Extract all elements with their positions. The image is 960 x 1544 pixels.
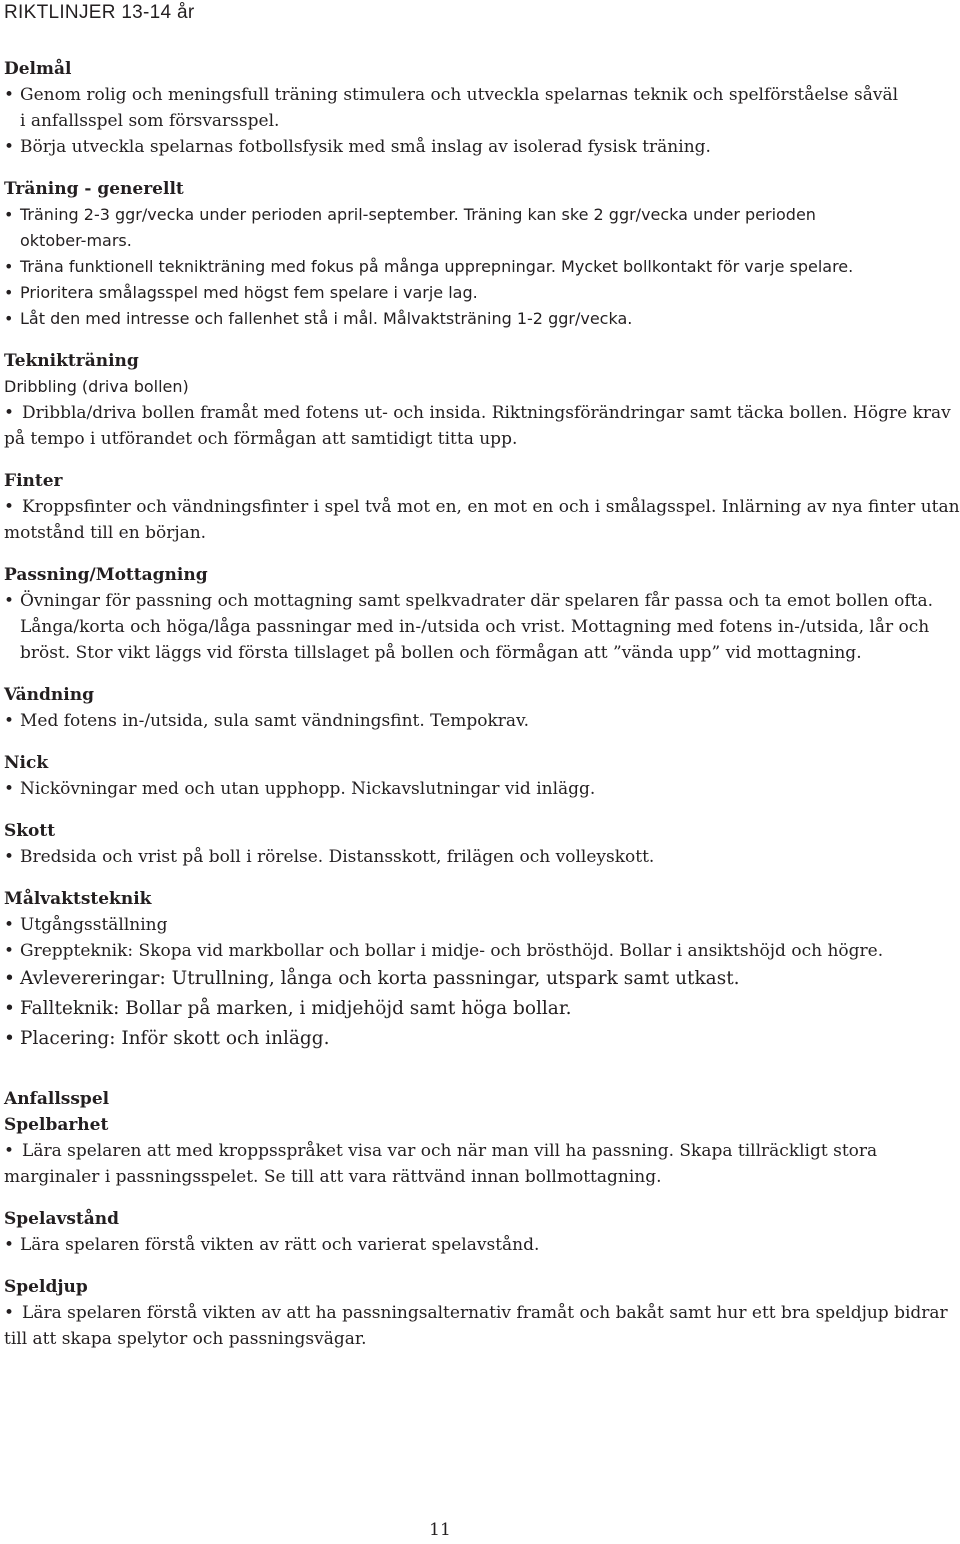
section-malvaktsteknik — [4, 886, 960, 1054]
list-item: • Genom rolig och meningsfull träning stimulera och utveckla spelarnas teknik och spelförståelse såväl i anfallsspel som försvarsspel. — [4, 82, 900, 134]
section-delmal — [4, 56, 960, 160]
section-nick — [4, 750, 960, 802]
spacer — [4, 1070, 960, 1086]
bullet-list — [4, 588, 960, 666]
list-item: • Bredsida och vrist på boll i rörelse. Distansskott, frilägen och volleyskott. — [4, 844, 960, 870]
bullet-list — [4, 1300, 960, 1352]
section-passning — [4, 562, 960, 666]
section-title: Teknikträning — [4, 351, 139, 371]
list-item: • Placering: Inför skott och inlägg. — [4, 1024, 960, 1054]
list-item: • Prioritera smålagsspel med högst fem spelare i varje lag. — [4, 280, 960, 306]
section-title: Skott — [4, 821, 56, 841]
list-item: • Kroppsfinter och vändningsfinter i spel två mot en, en mot en och i smålagsspel. Inlärning av nya finter utan motstånd till en början. — [4, 494, 960, 546]
bullet-list — [4, 776, 960, 802]
bullet-list — [4, 494, 960, 546]
bullet-list — [4, 202, 960, 332]
section-subtitle: Dribbling (driva bollen) — [4, 377, 189, 396]
section-title: Nick — [4, 753, 49, 773]
bullet-list — [4, 1232, 960, 1258]
section-title: Vändning — [4, 685, 94, 705]
list-item: • Lära spelaren förstå vikten av rätt och varierat spelavstånd. — [4, 1232, 960, 1258]
list-item: • Nickövningar med och utan upphopp. Nickavslutningar vid inlägg. — [4, 776, 960, 802]
section-title: Målvaktsteknik — [4, 889, 152, 909]
list-item: • Låt den med intresse och fallenhet stå i mål. Målvaktsträning 1-2 ggr/vecka. — [4, 306, 960, 332]
list-item: • Greppteknik: Skopa vid markbollar och bollar i midje- och brösthöjd. Bollar i ansiktshöjd och högre. — [4, 938, 960, 964]
list-item: • Med fotens in-/utsida, sula samt vändningsfint. Tempokrav. — [4, 708, 960, 734]
section-anfallsspel — [4, 1086, 960, 1190]
section-speldjup — [4, 1274, 960, 1352]
section-teknik — [4, 348, 960, 452]
section-title: Speldjup — [4, 1277, 88, 1297]
document-body — [4, 56, 960, 1368]
list-item: • Träna funktionell teknikträning med fokus på många upprepningar. Mycket bollkontakt för varje spelare. — [4, 254, 960, 280]
list-item: • Dribbla/driva bollen framåt med fotens ut- och insida. Riktningsförändringar samt täcka bollen. Högre krav på tempo i utförandet och förmågan att samtidigt titta upp. — [4, 400, 960, 452]
section-subtitle: Spelbarhet — [4, 1115, 109, 1135]
list-item: • Lära spelaren förstå vikten av att ha passningsalternativ framåt och bakåt samt hur ett bra speldjup bidrar till att skapa spelytor och passningsvägar. — [4, 1300, 960, 1352]
section-title: Anfallsspel — [4, 1089, 110, 1109]
section-skott — [4, 818, 960, 870]
section-finter — [4, 468, 960, 546]
list-item: • Utgångsställning — [4, 912, 960, 938]
list-item: • Avlevereringar: Utrullning, långa och korta passningar, utspark samt utkast. — [4, 964, 960, 994]
bullet-list — [4, 708, 960, 734]
section-title: Passning/Mottagning — [4, 565, 208, 585]
list-item: • Börja utveckla spelarnas fotbollsfysik med små inslag av isolerad fysisk träning. — [4, 134, 960, 160]
bullet-list — [4, 844, 960, 870]
list-item: • Träning 2-3 ggr/vecka under perioden april-september. Träning kan ske 2 ggr/vecka under perioden oktober-mars. — [4, 202, 850, 254]
list-item: • Fallteknik: Bollar på marken, i midjehöjd samt höga bollar. — [4, 994, 960, 1024]
bullet-list — [4, 400, 960, 452]
section-traning-generellt — [4, 176, 960, 332]
bullet-list — [4, 1138, 960, 1190]
section-title: Finter — [4, 471, 63, 491]
section-title: Delmål — [4, 59, 72, 79]
page-number: 11 — [429, 1520, 451, 1540]
page-header: RIKTLINJER 13-14 år — [4, 2, 195, 23]
section-spelavstand — [4, 1206, 960, 1258]
bullet-list — [4, 912, 960, 1054]
section-vandning — [4, 682, 960, 734]
section-title: Spelavstånd — [4, 1209, 120, 1229]
list-item: • Övningar för passning och mottagning samt spelkvadrater där spelaren får passa och ta emot bollen ofta. Långa/korta och höga/låga passningar med in-/utsida och vrist. Mottagning med fotens in-/utsida, lår och bröst. Stor vikt läggs vid första tillslaget på bollen och förmågan att ”vända upp” vid mottagning. — [4, 588, 960, 666]
list-item: • Lära spelaren att med kroppsspråket visa var och när man vill ha passning. Skapa tillräckligt stora marginaler i passningsspelet. Se till att vara rättvänd innan bollmottagning. — [4, 1138, 960, 1190]
bullet-list — [4, 82, 960, 160]
section-title: Träning - generellt — [4, 179, 184, 199]
